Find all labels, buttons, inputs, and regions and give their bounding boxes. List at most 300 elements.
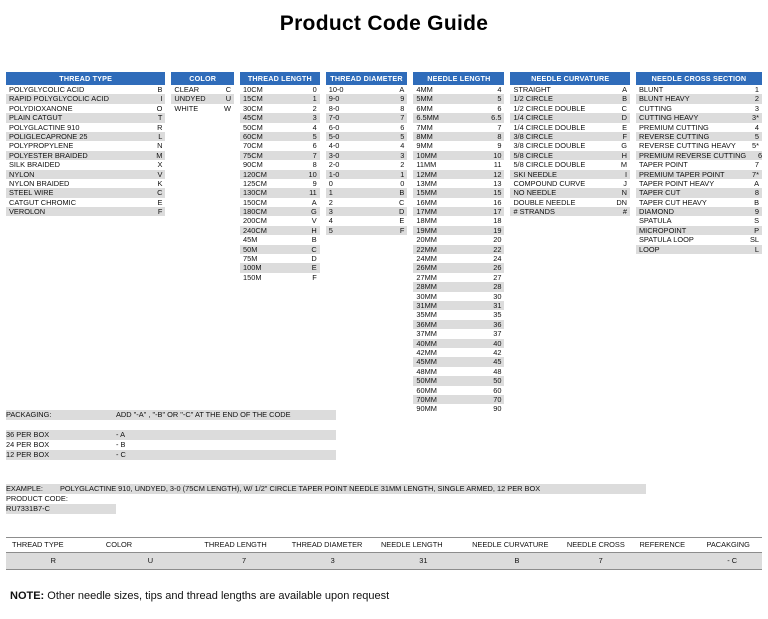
column-header: THREAD DIAMETER (326, 72, 408, 85)
row-label: PREMIUM CUTTING (639, 122, 709, 132)
row-code: G (310, 207, 317, 217)
table-row (240, 188, 320, 197)
row-code: I (160, 94, 163, 104)
row-label: VEROLON (9, 207, 46, 217)
column-color (171, 72, 234, 113)
packaging-section (6, 410, 336, 460)
row-code: 13 (493, 178, 502, 188)
summary-value-thread-diameter: 3 (288, 553, 378, 569)
table-row (413, 245, 504, 254)
row-code: D (399, 207, 405, 217)
row-label: 36MM (416, 319, 437, 329)
row-label: POLYESTER BRAIDED (9, 150, 88, 160)
row-code: 50 (493, 376, 502, 386)
column-rows (413, 85, 504, 414)
row-code: U (225, 94, 232, 104)
table-row (413, 141, 504, 150)
row-label: TAPER POINT (639, 160, 688, 170)
table-row (326, 207, 408, 216)
table-row (636, 123, 762, 132)
table-row (6, 207, 165, 216)
row-code: B (622, 94, 627, 104)
row-code: 27 (493, 272, 502, 282)
row-label: 3 (328, 207, 333, 217)
row-code: 5* (752, 141, 759, 151)
row-code: B (399, 188, 405, 198)
row-label: DIAMOND (639, 207, 674, 217)
row-code: H (621, 150, 627, 160)
table-row (510, 170, 630, 179)
column-needle-cross-section (636, 72, 762, 254)
row-code: 4 (400, 141, 405, 151)
row-code: P (754, 225, 759, 235)
table-row (413, 123, 504, 132)
row-label: 26MM (416, 263, 437, 273)
row-code: O (156, 103, 163, 113)
row-code: J (623, 178, 627, 188)
column-needle-curvature (510, 72, 630, 216)
table-row (413, 273, 504, 282)
table-row (413, 376, 504, 385)
row-label: 3/8 CIRCLE DOUBLE (513, 141, 586, 151)
table-row (6, 141, 165, 150)
column-rows (240, 85, 320, 282)
row-label: POLYDIOXANONE (9, 103, 73, 113)
row-label: 3/8 CIRCLE (513, 131, 553, 141)
row-code: 4 (497, 85, 502, 94)
row-label: 130CM (243, 188, 267, 198)
column-header: THREAD TYPE (6, 72, 165, 85)
column-header: NEEDLE LENGTH (413, 72, 504, 85)
row-label: 10MM (416, 150, 437, 160)
summary-value-needle-length: 31 (378, 553, 470, 569)
column-thread-type (6, 72, 165, 216)
row-label: 30MM (416, 291, 437, 301)
row-code: 1 (754, 85, 759, 94)
column-rows (510, 85, 630, 216)
table-row (326, 216, 408, 225)
column-needle-length (413, 72, 504, 414)
table-row (326, 179, 408, 188)
row-label: 45MM (416, 357, 437, 367)
table-row (413, 94, 504, 103)
example-text: POLYGLACTINE 910, UNDYED, 3-0 (75CM LENGTH), W/ 1/2" CIRCLE TAPER POINT NEEDLE 31MM LENGTH, SINGLE ARMED, 12 PER BOX (60, 484, 541, 493)
row-code: L (754, 244, 759, 254)
row-code: 8 (754, 188, 759, 198)
row-label: # STRANDS (513, 207, 555, 217)
table-row (413, 395, 504, 404)
row-label: 1/4 CIRCLE DOUBLE (513, 122, 586, 132)
row-label: POLYPROPYLENE (9, 141, 74, 151)
row-code: 6 (758, 150, 763, 160)
code-columns (6, 72, 762, 414)
row-code: E (311, 263, 317, 273)
row-code: 9 (497, 141, 502, 151)
table-row (326, 188, 408, 197)
row-label: 120CM (243, 169, 267, 179)
summary-header-thread-type: THREAD TYPE (12, 540, 64, 549)
row-label: 24MM (416, 254, 437, 264)
table-row (413, 113, 504, 122)
row-label: SILK BRAIDED (9, 160, 60, 170)
table-row (510, 123, 630, 132)
table-row (240, 113, 320, 122)
row-code: T (157, 113, 163, 123)
row-code: 5 (754, 131, 759, 141)
table-row (510, 188, 630, 197)
table-row (413, 160, 504, 169)
row-code: A (622, 85, 627, 94)
row-label: 1/2 CIRCLE DOUBLE (513, 103, 586, 113)
row-label: 50CM (243, 122, 263, 132)
row-code: M (156, 150, 163, 160)
table-row (240, 263, 320, 272)
row-label: PREMIUM REVERSE CUTTING (639, 150, 747, 160)
table-row (413, 226, 504, 235)
table-row (413, 188, 504, 197)
row-code: 0 (400, 178, 405, 188)
row-code: F (622, 131, 627, 141)
column-header: NEEDLE CURVATURE (510, 72, 630, 85)
row-label: 60CM (243, 131, 263, 141)
row-label: 8MM (416, 131, 433, 141)
table-row (6, 188, 165, 197)
table-row (6, 85, 165, 94)
table-row (510, 113, 630, 122)
row-code: 10 (493, 150, 502, 160)
row-code: 60 (493, 385, 502, 395)
row-label: 15CM (243, 94, 263, 104)
table-row (240, 94, 320, 103)
row-label: STEEL WIRE (9, 188, 54, 198)
row-code: 70 (493, 394, 502, 404)
table-row (171, 94, 234, 103)
row-code: N (157, 141, 163, 151)
row-label: 9MM (416, 141, 433, 151)
row-label: POLYGLACTINE 910 (9, 122, 80, 132)
row-code: 7 (312, 150, 317, 160)
row-code: 8 (400, 103, 405, 113)
summary-value-packaging: - C (702, 553, 762, 569)
row-code: 6 (497, 103, 502, 113)
row-label: 8-0 (328, 103, 340, 113)
packaging-label: PACKAGING: (6, 410, 52, 419)
row-code: 3 (312, 113, 317, 123)
row-label: 12MM (416, 169, 437, 179)
example-row (6, 484, 646, 494)
row-label: 1 (328, 188, 333, 198)
row-code: 1 (400, 169, 405, 179)
table-row (636, 179, 762, 188)
column-thread-length (240, 72, 320, 282)
row-code: 9 (754, 207, 759, 217)
row-label: PREMIUM TAPER POINT (639, 169, 725, 179)
example-code-row (6, 504, 116, 514)
row-code: R (157, 122, 163, 132)
row-label: 240CM (243, 225, 267, 235)
table-row (636, 151, 762, 160)
row-label: 1-0 (328, 169, 340, 179)
row-label: 75M (243, 254, 258, 264)
table-row (413, 216, 504, 225)
table-row (6, 179, 165, 188)
table-row (240, 151, 320, 160)
table-row (413, 367, 504, 376)
table-row (413, 132, 504, 141)
table-row (413, 329, 504, 338)
row-code: M (620, 160, 627, 170)
summary-value-reference (637, 553, 703, 569)
table-row (413, 320, 504, 329)
row-code: 11 (309, 188, 317, 198)
column-rows (326, 85, 408, 235)
row-code: S (754, 216, 759, 226)
row-label: BLUNT (639, 85, 664, 94)
row-label: POLIGLECAPRONE 25 (9, 131, 88, 141)
table-row (636, 216, 762, 225)
row-label: 9-0 (328, 94, 340, 104)
table-row (510, 94, 630, 103)
summary-header-thread-length: THREAD LENGTH (204, 540, 267, 549)
column-header: COLOR (171, 72, 234, 85)
table-row (510, 85, 630, 94)
table-row (171, 85, 234, 94)
row-label: 1/4 CIRCLE (513, 113, 553, 123)
row-code: 36 (493, 319, 502, 329)
table-row (510, 104, 630, 113)
table-row (6, 198, 165, 207)
row-label: 16MM (416, 197, 437, 207)
row-label: 11MM (416, 160, 437, 170)
summary-header-packaging: PACAKGING (706, 540, 750, 549)
packaging-option-code: - B (116, 440, 126, 449)
row-code: 28 (493, 282, 502, 292)
row-label: 10CM (243, 85, 263, 94)
table-row (636, 235, 762, 244)
row-label: 150CM (243, 197, 267, 207)
row-label: 125CM (243, 178, 267, 188)
table-row (326, 141, 408, 150)
row-label: CUTTING (639, 103, 672, 113)
summary-value-color: U (101, 553, 201, 569)
row-label: 100M (243, 263, 262, 273)
table-row (326, 170, 408, 179)
row-code: C (225, 85, 232, 94)
row-label: NYLON (9, 169, 35, 179)
row-label: 42MM (416, 347, 437, 357)
table-row (240, 141, 320, 150)
row-label: RAPID POLYGLYCOLIC ACID (9, 94, 109, 104)
example-section (6, 484, 646, 514)
table-row (6, 94, 165, 103)
table-row (240, 170, 320, 179)
row-label: 5-0 (328, 131, 340, 141)
row-code: 42 (493, 347, 502, 357)
table-row (240, 123, 320, 132)
row-label: 17MM (416, 207, 437, 217)
row-label: REVERSE CUTTING HEAVY (639, 141, 736, 151)
column-rows (6, 85, 165, 216)
row-code: W (224, 103, 232, 113)
table-row (636, 170, 762, 179)
note-section (10, 590, 389, 602)
row-label: 35MM (416, 310, 437, 320)
row-code: 1 (312, 94, 317, 104)
table-row (636, 94, 762, 103)
summary-value-needle-cross: 7 (565, 553, 637, 569)
row-code: 35 (493, 310, 502, 320)
table-row (6, 132, 165, 141)
summary-header-thread-diameter: THREAD DIAMETER (291, 540, 363, 549)
table-row (413, 348, 504, 357)
table-row (413, 263, 504, 272)
row-code: H (311, 225, 317, 235)
row-code: X (157, 160, 163, 170)
table-row (240, 198, 320, 207)
row-label: SPATULA (639, 216, 672, 226)
row-code: 6 (400, 122, 405, 132)
summary-header-reference: REFERENCE (639, 540, 686, 549)
table-row (413, 357, 504, 366)
table-row (413, 254, 504, 263)
row-label: 20MM (416, 235, 437, 245)
row-label: CATGUT CHROMIC (9, 197, 77, 207)
table-row (510, 141, 630, 150)
summary-header-needle-curvature: NEEDLE CURVATURE (472, 540, 549, 549)
table-row (240, 179, 320, 188)
row-label: 30CM (243, 103, 263, 113)
row-label: 90MM (416, 404, 437, 414)
row-label: 5MM (416, 94, 433, 104)
row-code: 37 (493, 329, 502, 339)
row-label: 31MM (416, 300, 437, 310)
row-code: 20 (493, 235, 502, 245)
row-code: 5 (497, 94, 502, 104)
table-row (326, 104, 408, 113)
row-code: 7 (754, 160, 759, 170)
table-row (240, 273, 320, 282)
row-label: 22MM (416, 244, 437, 254)
row-code: F (157, 207, 163, 217)
table-row (326, 94, 408, 103)
table-row (413, 235, 504, 244)
row-code: 2 (400, 160, 405, 170)
table-row (510, 207, 630, 216)
table-row (413, 198, 504, 207)
row-code: F (399, 225, 405, 235)
table-row (413, 104, 504, 113)
row-code: K (157, 178, 163, 188)
table-row (326, 132, 408, 141)
row-label: 5/8 CIRCLE DOUBLE (513, 160, 586, 170)
summary-value-thread-length: 7 (200, 553, 288, 569)
table-row (326, 226, 408, 235)
row-label: 3-0 (328, 150, 340, 160)
row-code: 6 (312, 141, 317, 151)
row-label: UNDYED (174, 94, 206, 104)
column-rows (636, 85, 762, 254)
column-rows (171, 85, 234, 113)
row-label: 6MM (416, 103, 433, 113)
row-label: 7-0 (328, 113, 340, 123)
page-title: Product Code Guide (279, 12, 489, 35)
row-code: 6.5 (491, 113, 502, 123)
example-label: EXAMPLE: (6, 484, 43, 493)
table-row (240, 216, 320, 225)
row-label: 50MM (416, 376, 437, 386)
table-row (6, 151, 165, 160)
row-code: N (621, 188, 627, 198)
row-label: 5 (328, 225, 333, 235)
summary-value-row (6, 553, 762, 570)
table-row (240, 160, 320, 169)
summary-header-color: COLOR (105, 540, 133, 549)
row-code: 18 (493, 216, 502, 226)
table-row (326, 198, 408, 207)
row-label: 4 (328, 216, 333, 226)
row-label: SKI NEEDLE (513, 169, 557, 179)
row-label: 200CM (243, 216, 267, 226)
table-row (326, 160, 408, 169)
row-label: 0 (328, 178, 333, 188)
row-label: 48MM (416, 366, 437, 376)
table-row (636, 188, 762, 197)
table-row (413, 310, 504, 319)
table-row (636, 245, 762, 254)
table-row (6, 160, 165, 169)
row-label: CUTTING HEAVY (639, 113, 699, 123)
row-code: D (311, 254, 317, 264)
row-code: 22 (493, 244, 502, 254)
row-code: 45 (493, 357, 502, 367)
row-label: 150M (243, 272, 262, 282)
table-row (413, 301, 504, 310)
row-label: STRAIGHT (513, 85, 551, 94)
table-row (240, 132, 320, 141)
row-code: A (311, 197, 317, 207)
row-label: LOOP (639, 244, 660, 254)
row-code: C (311, 244, 317, 254)
row-code: 7 (400, 113, 405, 123)
row-code: B (754, 197, 759, 207)
row-code: 17 (493, 207, 502, 217)
table-row (510, 198, 630, 207)
row-code: G (621, 141, 627, 151)
row-label: TAPER POINT HEAVY (639, 178, 715, 188)
row-code: # (622, 207, 627, 217)
row-label: 27MM (416, 272, 437, 282)
row-code: 16 (493, 197, 502, 207)
row-code: 2 (312, 103, 317, 113)
packaging-option-label: 12 PER BOX (6, 450, 50, 459)
column-thread-diameter (326, 72, 408, 235)
row-label: 10-0 (328, 85, 344, 94)
row-code: 11 (493, 160, 502, 170)
table-row (636, 85, 762, 94)
row-code: 24 (493, 254, 502, 264)
row-code: 5 (400, 131, 405, 141)
row-code: B (311, 235, 317, 245)
packaging-option-label: 36 PER BOX (6, 430, 50, 439)
table-row (6, 170, 165, 179)
row-code: 31 (493, 300, 502, 310)
row-code: E (622, 122, 627, 132)
row-label: NYLON BRAIDED (9, 178, 70, 188)
row-label: 1/2 CIRCLE (513, 94, 553, 104)
packaging-option (6, 450, 336, 460)
row-code: 9 (312, 178, 317, 188)
row-label: 50M (243, 244, 258, 254)
